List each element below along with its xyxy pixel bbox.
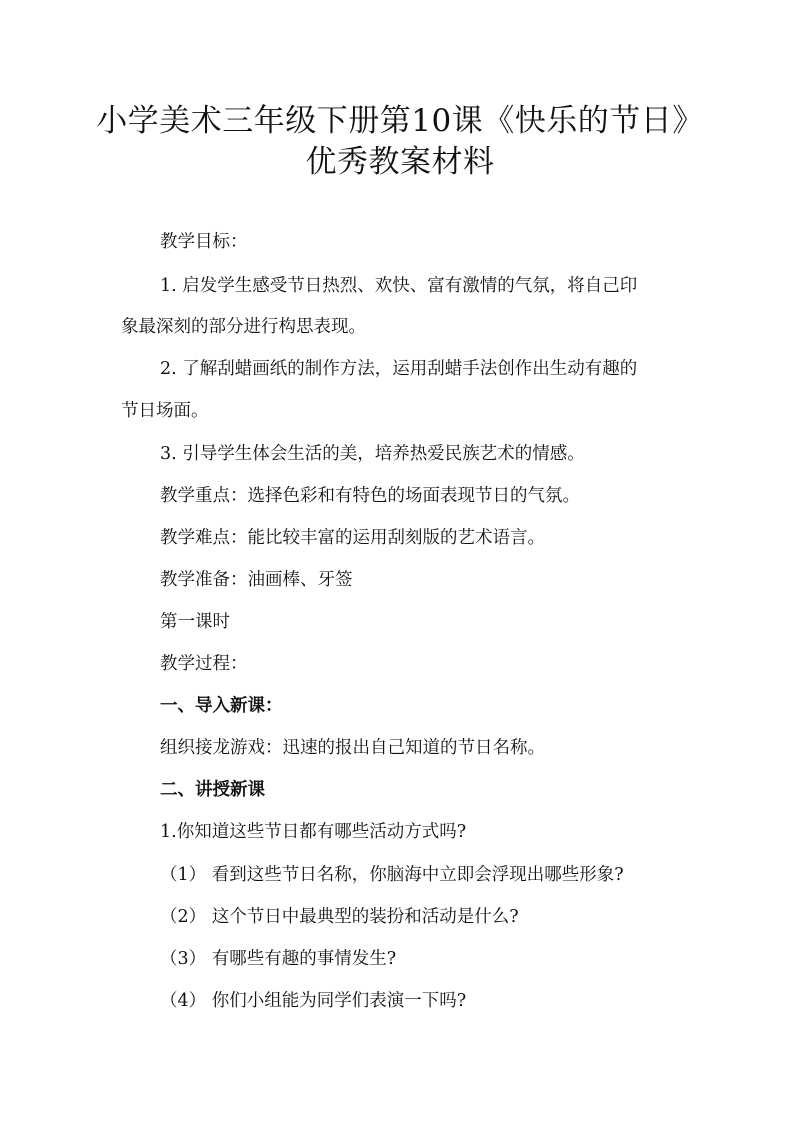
document-title-line1: 小学美术三年级下册第10课《快乐的节日》 xyxy=(96,103,704,139)
objectives-heading: 教学目标： xyxy=(160,232,248,252)
section-1-heading: 一、导入新课： xyxy=(160,696,283,716)
sub-question-2: （2） 这个节日中最典型的装扮和活动是什么? xyxy=(160,907,519,927)
objective-3: 3. 引导学生体会生活的美，培养热爱民族艺术的情感。 xyxy=(160,444,585,464)
question-1: 1.你知道这些节日都有哪些活动方式吗? xyxy=(160,822,467,842)
objective-2-line1: 2. 了解刮蜡画纸的制作方法，运用刮蜡手法创作出生动有趣的 xyxy=(160,359,638,379)
section-1-text: 组织接龙游戏：迅速的报出自己知道的节日名称。 xyxy=(160,738,545,758)
preparation: 教学准备：油画棒、牙签 xyxy=(160,570,353,590)
process-heading: 教学过程： xyxy=(160,654,248,674)
section-2-heading: 二、讲授新课 xyxy=(160,780,265,800)
sub-question-1: （1） 看到这些节日名称，你脑海中立即会浮现出哪些形象? xyxy=(160,865,624,885)
key-point: 教学重点：选择色彩和有特色的场面表现节日的气氛。 xyxy=(160,486,580,506)
first-lesson: 第一课时 xyxy=(160,612,230,632)
sub-question-3: （3） 有哪些有趣的事情发生? xyxy=(160,949,397,969)
sub-question-4: （4） 你们小组能为同学们表演一下吗? xyxy=(160,991,467,1011)
document-title-line2: 优秀教案材料 xyxy=(305,144,495,180)
objective-1-line2: 象最深刻的部分进行构思表现。 xyxy=(121,317,366,337)
objective-2-line2: 节日场面。 xyxy=(121,401,209,421)
objective-1-line1: 1. 启发学生感受节日热烈、欢快、富有激情的气氛，将自己印 xyxy=(160,276,638,296)
difficulty: 教学难点：能比较丰富的运用刮刻版的艺术语言。 xyxy=(160,528,545,548)
